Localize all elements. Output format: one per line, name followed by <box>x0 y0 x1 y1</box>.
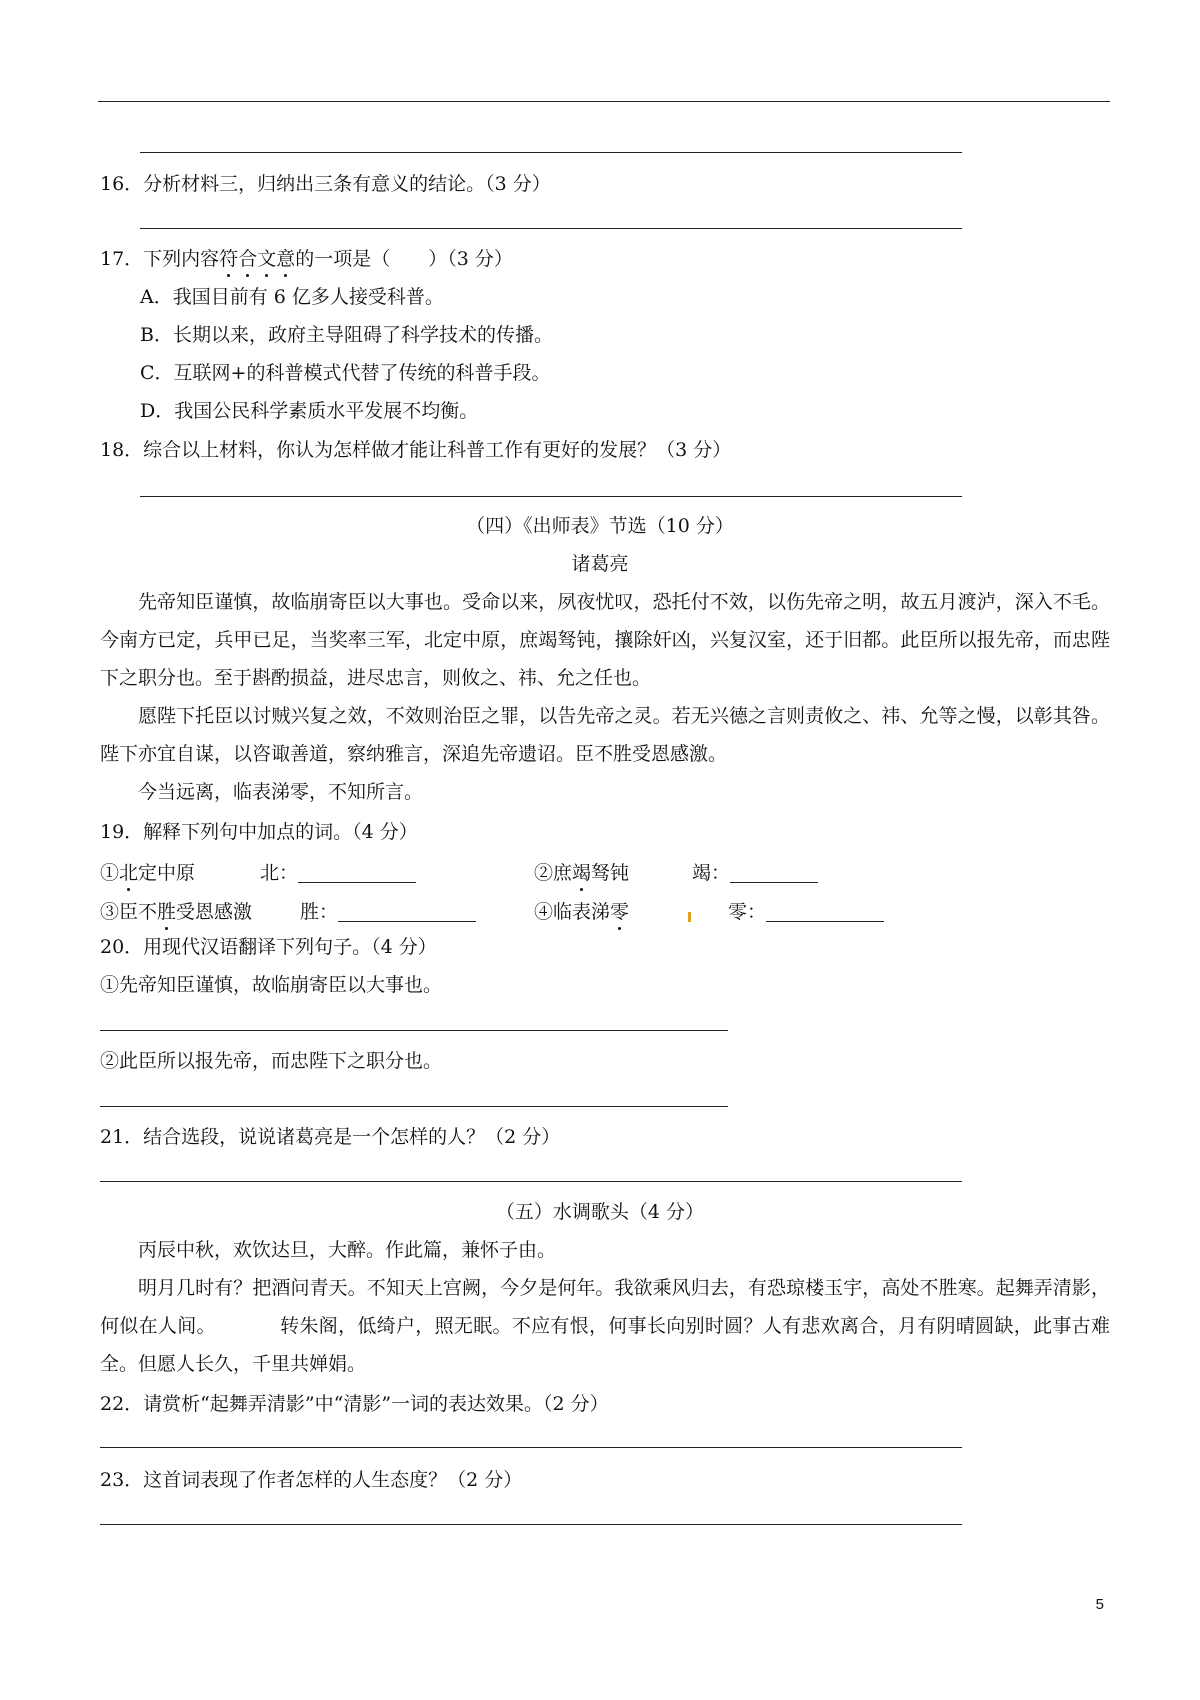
answer-line[interactable] <box>140 152 962 153</box>
dotted-char: 胜 <box>157 901 177 923</box>
header-rule <box>98 101 1110 102</box>
section-4-title: （四）《出师表》节选（10 分） <box>466 515 734 537</box>
poem-body <box>100 1269 1110 1383</box>
chushibiao-paragraph-3: 今当远离，临表涕零，不知所言。 <box>138 781 424 803</box>
q20-sentence-1: ①先帝知臣谨慎，故临崩寄臣以大事也。 <box>100 974 443 996</box>
q19-label-4: 零： <box>728 897 884 924</box>
section-4-author: 诸葛亮 <box>571 553 629 575</box>
page-number: 5 <box>1095 1596 1104 1613</box>
q19-label-2: 竭： <box>692 858 818 885</box>
question-20: 20．用现代汉语翻译下列句子。（4 分） <box>100 936 437 958</box>
highlight-mark <box>688 912 691 922</box>
question-23: 23．这首词表现了作者怎样的人生态度？（2 分） <box>100 1469 523 1491</box>
option-b[interactable]: B．长期以来，政府主导阻碍了科学技术的传播。 <box>140 324 553 346</box>
poem-part-1: 明月几时有？把酒问青天。不知天上宫阙，今夕是何年。我欲乘风归去，有恐琼楼玉宇，高处不胜寒。起舞弄清影，何似在人间。 <box>100 1277 1110 1337</box>
dotted-char: 符 <box>219 248 239 270</box>
poem-preface: 丙辰中秋，欢饮达旦，大醉。作此篇，兼怀子由。 <box>138 1239 557 1261</box>
option-d[interactable]: D．我国公民科学素质水平发展不均衡。 <box>140 400 479 422</box>
answer-line-22[interactable] <box>100 1447 962 1448</box>
dotted-char: 竭 <box>572 862 592 884</box>
answer-line-16[interactable] <box>140 228 962 229</box>
dotted-char: 合 <box>238 248 258 270</box>
answer-line-20-1[interactable] <box>100 1030 728 1031</box>
chushibiao-paragraph-2: 愿陛下托臣以讨贼兴复之效，不效则治臣之罪，以告先帝之灵。若无兴德之言则责攸之、祎、允等之慢，以彰其咎。陛下亦宜自谋，以咨诹善道，察纳雅言，深追先帝遗诏。臣不胜受恩感激。 <box>100 705 1110 765</box>
question-21: 21．结合选段，说说诸葛亮是一个怎样的人？（2 分） <box>100 1126 561 1148</box>
question-19: 19．解释下列句中加点的词。（4 分） <box>100 821 418 843</box>
question-16: 16．分析材料三，归纳出三条有意义的结论。（3 分） <box>100 173 551 195</box>
q19-item-3: ③臣不胜受恩感激 <box>100 901 253 923</box>
poem-part-2: 转朱阁，低绮户，照无眠。不应有恨，何事长向别时圆？人有悲欢离合，月有阴晴圆缺，此事古难全。但愿人长久，千里共婵娟。 <box>100 1315 1110 1375</box>
section-5-title: （五）水调歌头（4 分） <box>495 1201 705 1223</box>
q19-label-1: 北： <box>260 858 416 885</box>
question-17 <box>100 247 1080 271</box>
option-c[interactable]: C．互联网+的科普模式代替了传统的科普手段。 <box>140 362 551 384</box>
chushibiao-paragraph-1: 先帝知臣谨慎，故临崩寄臣以大事也。受命以来，夙夜忧叹，恐托付不效，以伤先帝之明，故五月渡泸，深入不毛。今南方已定，兵甲已足，当奖率三军，北定中原，庶竭驽钝，攘除奸凶，兴复汉室，还于旧都。此臣所以报先帝，而忠陛下之职分也。至于斟酌损益，进尽忠言，则攸之、祎、允之任也。 <box>100 591 1110 689</box>
q19-blank-1[interactable] <box>298 862 416 883</box>
question-18: 18．综合以上材料，你认为怎样做才能让科普工作有更好的发展？（3 分） <box>100 439 732 461</box>
q17-prefix: 17．下列内容 <box>100 248 220 270</box>
q17-suffix: 的一项是（ ）（3 分） <box>295 248 513 270</box>
q19-item-1: ①北定中原 <box>100 862 196 884</box>
answer-line-20-2[interactable] <box>100 1106 728 1107</box>
q19-blank-3[interactable] <box>338 901 476 922</box>
answer-line-21[interactable] <box>100 1181 962 1182</box>
q20-sentence-2: ②此臣所以报先帝，而忠陛下之职分也。 <box>100 1050 443 1072</box>
dotted-char: 北 <box>119 862 139 884</box>
q19-item-4: ④临表涕零 <box>534 901 630 923</box>
answer-line-23[interactable] <box>100 1524 962 1525</box>
q19-item-2: ②庶竭驽钝 <box>534 862 630 884</box>
question-22: 22．请赏析“起舞弄清影”中“清影”一词的表达效果。（2 分） <box>100 1393 609 1415</box>
dotted-char: 文 <box>257 248 277 270</box>
q19-blank-4[interactable] <box>766 901 884 922</box>
q19-label-3: 胜： <box>300 897 476 924</box>
dotted-char: 零 <box>610 901 630 923</box>
dotted-char: 意 <box>276 248 296 270</box>
answer-line-18[interactable] <box>140 496 962 497</box>
option-a[interactable]: A．我国目前有 6 亿多人接受科普。 <box>140 286 444 308</box>
q19-blank-2[interactable] <box>730 862 818 883</box>
